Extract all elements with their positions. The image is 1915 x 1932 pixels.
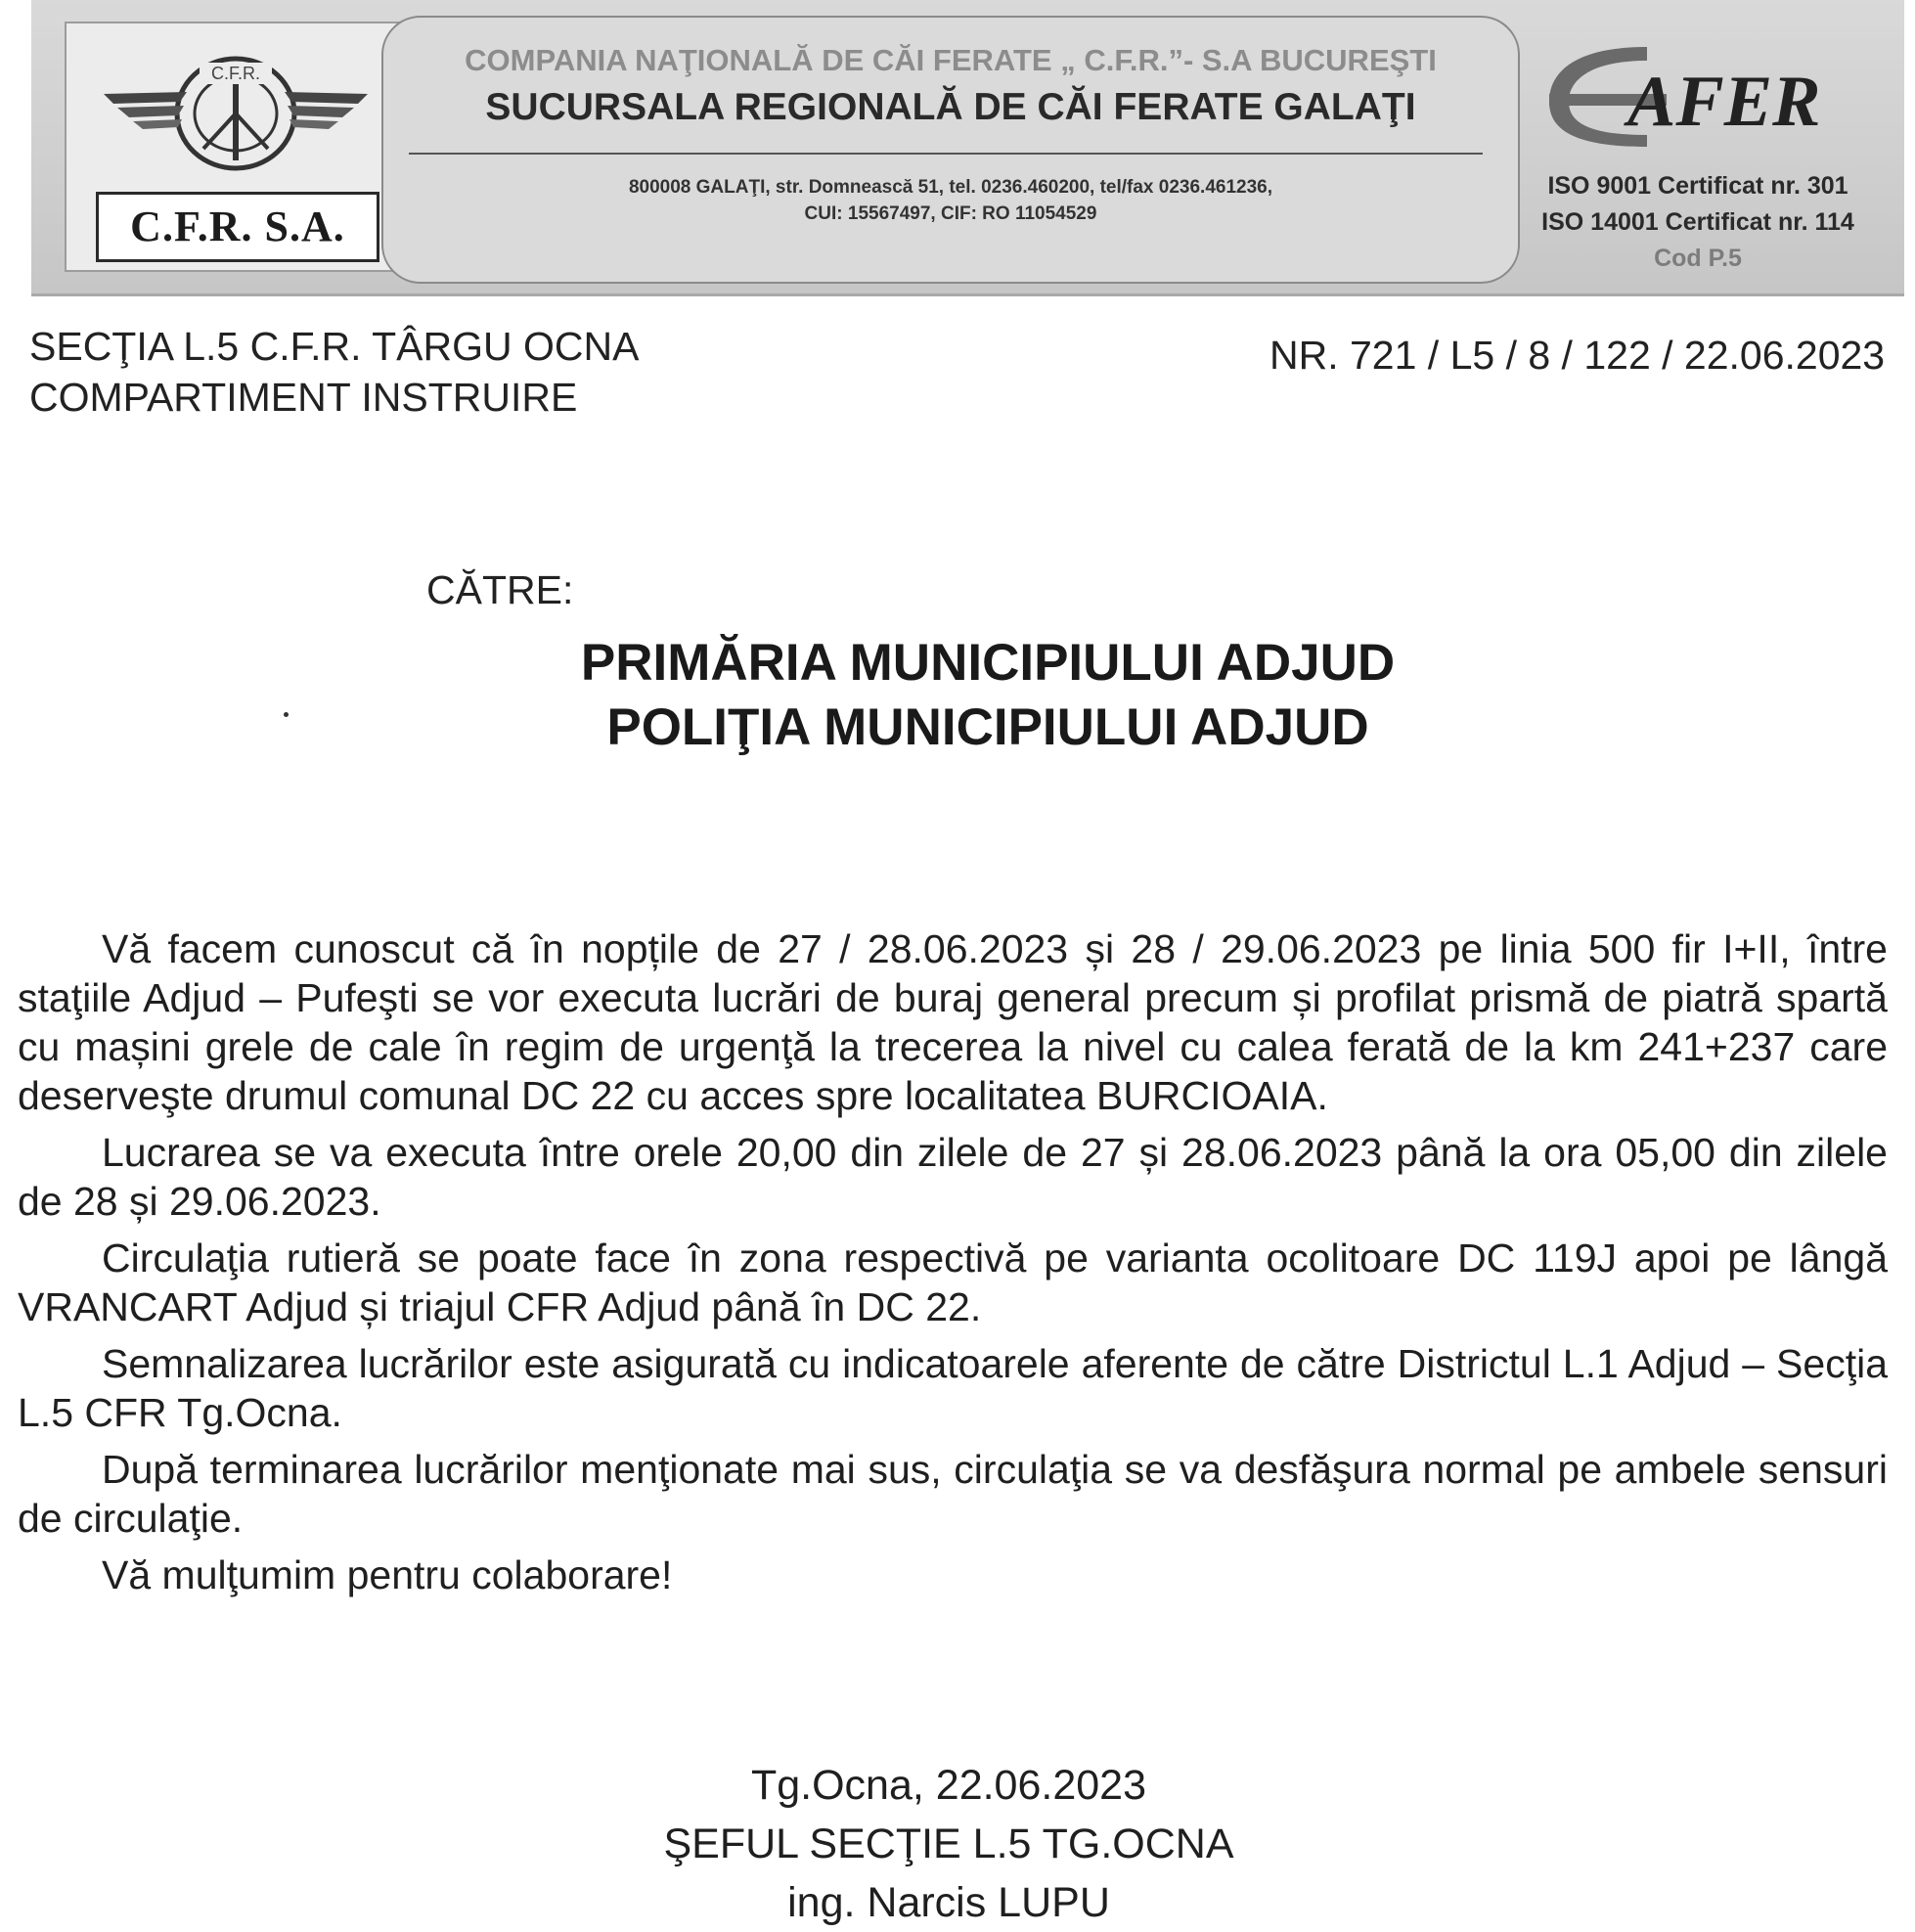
company-address xyxy=(383,174,1518,227)
signature-title: ŞEFUL SECŢIE L.5 TG.OCNA xyxy=(663,1820,1234,1867)
iso-certifications xyxy=(1512,168,1884,277)
recipients-block xyxy=(548,631,1428,760)
sender-line-2: COMPARTIMENT INSTRUIRE xyxy=(29,375,578,420)
recipient-line-1: PRIMĂRIA MUNICIPIULUI ADJUD xyxy=(580,634,1396,692)
address-line-1: 800008 GALAŢI, str. Domnească 51, tel. 0236.460200, tel/fax 0236.461236, xyxy=(628,177,1273,198)
body-paragraph-5: După terminarea lucrărilor menţionate mai sus, circulaţia se va desfăşura normal pe ambele sensuri de circulaţie. xyxy=(18,1447,1888,1541)
header-divider xyxy=(409,153,1483,155)
iso-9001: ISO 9001 Certificat nr. 301 xyxy=(1547,172,1848,200)
letterhead xyxy=(31,0,1904,296)
signature-block xyxy=(548,1756,1350,1932)
body-paragraph-4: Semnalizarea lucrărilor este asigurată cu indicatoarele aferente de către Districtul L.1 Adjud – Secţia L.5 CFR Tg.Ocna. xyxy=(18,1341,1888,1435)
iso-14001: ISO 14001 Certificat nr. 114 xyxy=(1541,208,1854,236)
cfr-winged-wheel-logo xyxy=(94,33,378,180)
body-paragraph-3: Circulaţia rutieră se poate face în zona respectivă pe varianta ocolitoare DC 119J apoi pe lângă VRANCART Adjud și triajul CFR Adjud până în DC 22. xyxy=(18,1236,1888,1329)
emblem-text: C.F.R. xyxy=(210,64,261,83)
signature-place-date: Tg.Ocna, 22.06.2023 xyxy=(750,1762,1146,1809)
address-line-2: CUI: 15567497, CIF: RO 11054529 xyxy=(804,203,1097,224)
branch-name: SUCURSALA REGIONALĂ DE CĂI FERATE GALAŢI xyxy=(485,86,1416,128)
recipient-line-2: POLIŢIA MUNICIPIULUI ADJUD xyxy=(606,698,1369,756)
body-paragraph-1: Vă facem cunoscut că în nopțile de 27 / 28.06.2023 și 28 / 29.06.2023 pe linia 500 fir I+II, între staţiile Adjud – Pufeşti se vor executa lucrări de buraj general precum și profilat prismă de piatră spartă cu mașini grele de cale în regim de urgenţă la trecerea la nivel cu calea ferată de la km 241+237 care deserveşte drumul comunal DC 22 cu acces spre localitatea BURCIOAIA. xyxy=(18,926,1888,1118)
afer-box xyxy=(1512,23,1884,278)
sender-block xyxy=(29,321,640,423)
letter-body xyxy=(18,924,1888,1607)
cod-label: Cod P.5 xyxy=(1654,245,1742,272)
reference-number: NR. 721 / L5 / 8 / 122 / 22.06.2023 xyxy=(1269,333,1886,378)
company-name: COMPANIA NAŢIONALĂ DE CĂI FERATE „ C.F.R.”- S.A BUCUREŞTI xyxy=(465,43,1437,77)
afer-logo xyxy=(1530,33,1872,160)
sender-line-1: SECŢIA L.5 C.F.R. TÂRGU OCNA xyxy=(29,324,640,369)
company-header-box xyxy=(381,16,1520,284)
cfr-logo-box xyxy=(65,22,401,272)
signature-name: ing. Narcis LUPU xyxy=(787,1879,1110,1926)
afer-logo-text: AFER xyxy=(1627,62,1821,142)
cfr-sa-label: C.F.R. S.A. xyxy=(96,192,379,262)
scan-speck xyxy=(284,712,289,717)
body-paragraph-2: Lucrarea se va executa între orele 20,00 din zilele de 27 și 28.06.2023 până la ora 05,00 din zilele de 28 și 29.06.2023. xyxy=(18,1130,1888,1224)
body-paragraph-6: Vă mulţumim pentru colaborare! xyxy=(102,1552,673,1597)
recipient-label: CĂTRE: xyxy=(426,567,574,612)
